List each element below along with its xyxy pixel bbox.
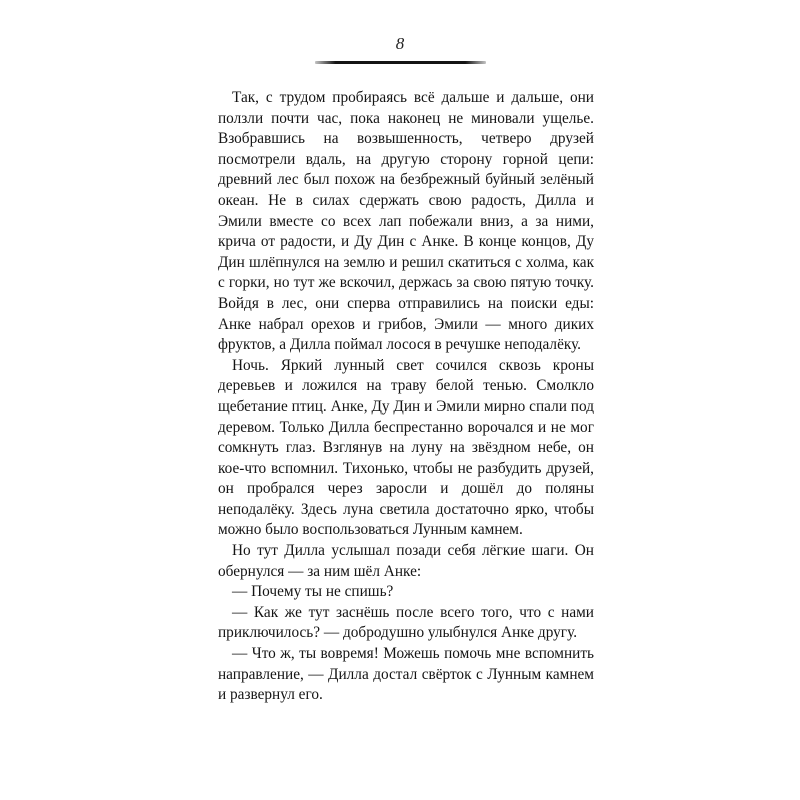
paragraph: — Как же тут заснёшь после всего того, что с нами приключилось? — добродушно улыбнулся Анке другу. — [218, 603, 594, 642]
header-rule — [315, 61, 486, 64]
paragraph: — Что ж, ты вовремя! Можешь помочь мне вспомнить направление, — Дилла достал свёрток с Лунным камнем и развернул его. — [218, 645, 594, 704]
paragraph: Ночь. Яркий лунный свет сочился сквозь кроны деревьев и ложился на траву белой тенью. Смолкло щебетание птиц. Анке, Ду Дин и Эмили мирно спали под деревом. Только Дилла беспрестанно ворочался и не мог сомкнуть глаз. Взглянув на луну на звёздном небе, он кое-что вспомнил. Тихонько, чтобы не разбудить друзей, он пробрался через заросли и дошёл до поляны неподалёку. Здесь луна светила достаточно ярко, чтобы можно было воспользоваться Лунным камнем. — [218, 356, 594, 539]
paragraph: — Почему ты не спишь? — [232, 583, 394, 601]
paragraph: Но тут Дилла услышал позади себя лёгкие шаги. Он обернулся — за ним шёл Анке: — [218, 542, 594, 580]
paragraph: Так, с трудом пробираясь всё дальше и дальше, они ползли почти час, пока наконец не миновали ущелье. Взобравшись на возвышенность, четверо друзей посмотрели вдаль, на другую сторону горной цепи: древний лес был похож на безбрежный буйный зелёный океан. Не в силах сдержать свою радость, Дилла и Эмили вместе со всех лап побежали вниз, а за ними, крича от радости, и Ду Дин с Анке. В конце концов, Ду Дин шлёпнулся на землю и решил скатиться с холма, как с горки, но тут же вскочил, держась за свою пятую точку. Войдя в лес, они сперва отправились на поиски еды: Анке набрал орехов и грибов, Эмили — много диких фруктов, а Дилла поймал лосося в речушке неподалёку. — [218, 89, 594, 354]
page-number: 8 — [395, 34, 405, 53]
body-text — [218, 88, 594, 706]
